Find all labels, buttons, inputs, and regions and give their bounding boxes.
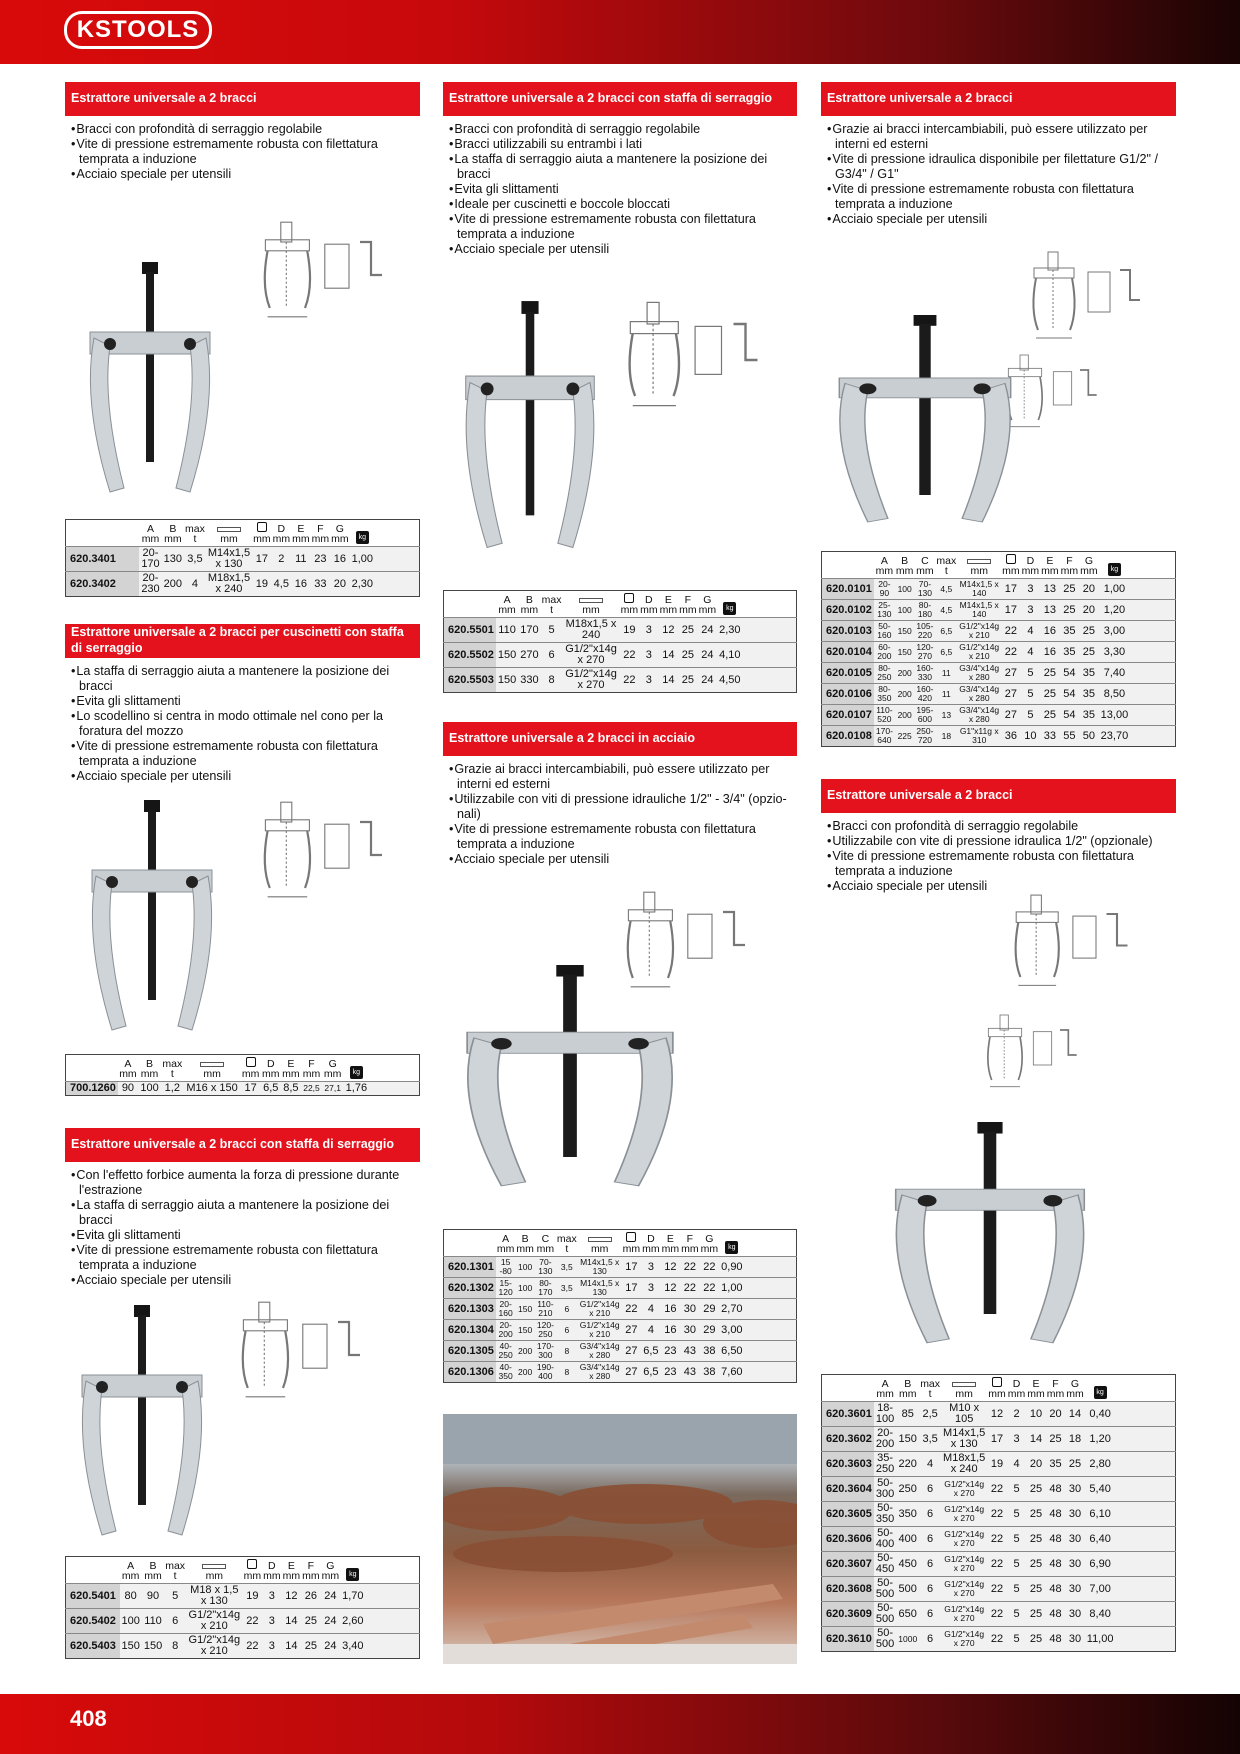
dimension-diagram <box>232 220 422 330</box>
feature-item: • Vite di pressione estremamente robusta con filettatura temprata a induzione <box>449 822 797 852</box>
feature-item: • Bracci utilizzabili su entrambi i lati <box>449 137 797 152</box>
table-row: 620.5403 150 150 8 G1/2"x14g x 210 22 3 14 25 24 3,40 <box>66 1634 420 1659</box>
weight-icon: kg <box>356 531 369 544</box>
feature-item: • La staffa di serraggio aiuta a mantenere la posizione dei bracci <box>71 664 420 694</box>
table-row: 620.0107 110- 520 200 195- 600 13 G3/4"x14g x 280 27 5 25 54 35 13,00 <box>822 705 1176 726</box>
feature-item: • Bracci con profondità di serraggio regolabile <box>827 819 1176 834</box>
dimension-diagram <box>985 893 1165 998</box>
thread-icon <box>202 1564 226 1569</box>
section-title: Estrattore universale a 2 bracci <box>821 82 1176 116</box>
puller-image <box>880 1122 1100 1362</box>
dimension-diagram <box>1005 250 1175 350</box>
table-row: 620.3603 35-250 220 4 M18x1,5 x 240 19 4 20 35 25 2,80 <box>822 1452 1176 1477</box>
table-row: 620.0105 80- 250 200 160- 330 11 G3/4"x14g x 280 27 5 25 54 35 7,40 <box>822 663 1176 684</box>
feature-item: • Acciaio speciale per utensili <box>71 1273 420 1288</box>
table-row: 620.5402 100 110 6 G1/2"x14g x 210 22 3 14 25 24 2,60 <box>66 1609 420 1634</box>
puller-image <box>80 262 220 512</box>
forged-arms-photo <box>443 1414 797 1664</box>
feature-list <box>821 122 1176 227</box>
thread-icon <box>952 1382 976 1387</box>
table-row: 620.0101 20-90 100 70- 130 4,5 M14x1,5 x 140 17 3 13 25 20 1,00 <box>822 579 1176 600</box>
spec-table: A mm B mm max t mm mm D mm E mm F mm G mm kg 620.5401 80 90 5 M18 x 1,5 x 130 19 3 12 26 24 1,70 620.5402 100 110 6 G1/2"x14g x 210 22 3 14 25 24 2,60 620.5403 150 150 8 G1/2"x14g x 210 22 3 14 25 24 3,40 <box>65 1556 420 1659</box>
spec-table: A mm B mm C mm max t mm mm D mm E mm F mm G mm kg 620.1301 15 -80 100 70- 130 3,5 M14x1,5 x 130 17 3 12 22 22 0,90 620.1302 15- 120 100 80- 170 3,5 M14x1,5 x 130 17 3 12 22 22 1,00 620.1303 20- 160 150 110- 210 6 G1/2"x14g x 210 22 4 16 30 29 2,70 620.1304 20- 200 150 120- 250 6 G1/2"x14g x 210 27 4 16 30 29 3,00 620.1305 40- 250 200 170- 300 8 G3/4"x14g x 280 27 6,5 23 43 38 6,50 620.1306 40- 350 200 190- 400 8 G3/4"x14g x 280 27 6,5 23 43 38 7,60 <box>443 1229 797 1383</box>
section-title: Estrattore universale a 2 bracci con staffa di serraggio <box>65 1128 420 1162</box>
section-steel-puller <box>443 722 797 867</box>
table-row: 620.1304 20- 200 150 120- 250 6 G1/2"x14g x 210 27 4 16 30 29 3,00 <box>444 1320 797 1341</box>
feature-item: • Bracci con profondità di serraggio regolabile <box>449 122 797 137</box>
feature-list <box>65 664 420 784</box>
feature-item: • Vite di pressione estremamente robusta con filettatura temprata a induzione <box>449 212 797 242</box>
table-row: 620.3401 20-170 130 3,5 M14x1,5 x 130 17 2 11 23 16 1,00 <box>66 547 420 572</box>
table-row: 620.0102 25- 130 100 80- 180 4,5 M14x1,5 x 140 17 3 13 25 20 1,20 <box>822 600 1176 621</box>
feature-item: • Utilizzabile con vite di pressione idraulica 1/2" (opzionale) <box>827 834 1176 849</box>
table-row: 620.0103 50- 160 150 105- 220 6,5 G1/2"x14g x 210 22 4 16 35 25 3,00 <box>822 621 1176 642</box>
table-row: 620.1306 40- 350 200 190- 400 8 G3/4"x14g x 280 27 6,5 23 43 38 7,60 <box>444 1362 797 1383</box>
section-title: Estrattore universale a 2 bracci in acciaio <box>443 722 797 756</box>
thread-icon <box>967 559 991 564</box>
feature-item: • Vite di pressione estremamente robusta con filettatura temprata a induzione <box>827 849 1176 879</box>
feature-list <box>65 1168 420 1288</box>
feature-item: • Acciaio speciale per utensili <box>827 212 1176 227</box>
feature-item: • Grazie ai bracci intercambiabili, può essere utilizzato per interni ed esterni <box>827 122 1176 152</box>
table-row: 620.0104 60- 200 150 120- 270 6,5 G1/2"x14g x 210 22 4 16 35 25 3,30 <box>822 642 1176 663</box>
spec-table: A mm B mm max t mm mm D mm E mm F mm G mm kg 700.1260 90 100 1,2 M16 x 150 17 6,5 8,5 22,5 27,1 1,76 <box>65 1054 420 1096</box>
wrench-size-icon <box>624 593 634 603</box>
feature-list <box>65 122 420 182</box>
feature-item: • Grazie ai bracci intercambiabili, può essere utilizzato per interni ed esterni <box>449 762 797 792</box>
feature-item: • Acciaio speciale per utensili <box>449 242 797 257</box>
feature-list <box>443 122 797 257</box>
feature-item: • Evita gli slittamenti <box>71 694 420 709</box>
spec-table: A mm B mm max t mm mm D mm E mm F mm G mm kg 620.5501 110 170 5 M18x1,5 x 240 19 3 12 25 24 2,30 620.5502 150 270 6 G1/2"x14g x 270 22 3 14 25 24 4,10 620.5503 150 330 8 G1/2"x14g x 270 22 3 14 25 24 4,50 <box>443 590 797 693</box>
feature-list <box>443 762 797 867</box>
feature-item: • Vite di pressione estremamente robusta con filettatura temprata a induzione <box>71 739 420 769</box>
section-title: Estrattore universale a 2 bracci <box>65 82 420 116</box>
table-row: 620.5503 150 330 8 G1/2"x14g x 270 22 3 14 25 24 4,50 <box>444 668 797 693</box>
table-row: 620.3602 20-200 150 3,5 M14x1,5 x 130 17 3 14 25 18 1,20 <box>822 1427 1176 1452</box>
feature-item: • Ideale per cuscinetti e boccole bloccati <box>449 197 797 212</box>
thread-icon <box>217 527 241 532</box>
feature-item: • Vite di pressione idraulica disponibile per filettature G1/2" / G3/4" / G1" <box>827 152 1176 182</box>
feature-item: • Utilizzabile con viti di pressione idrauliche 1/2" - 3/4" (opzio-nali) <box>449 792 797 822</box>
feature-item: • Evita gli slittamenti <box>71 1228 420 1243</box>
dimension-diagram <box>985 1005 1085 1105</box>
wrench-size-icon <box>992 1377 1002 1387</box>
feature-item: • Vite di pressione estremamente robusta con filettatura temprata a induzione <box>71 1243 420 1273</box>
feature-item: • Acciaio speciale per utensili <box>71 769 420 784</box>
table-row: 620.3610 50-500 1000 6 G1/2"x14g x 270 22 5 25 48 30 11,00 <box>822 1627 1176 1652</box>
feature-item: • Acciaio speciale per utensili <box>449 852 797 867</box>
weight-icon: kg <box>723 602 736 615</box>
weight-icon: kg <box>346 1568 359 1581</box>
section-universal-puller-2-arms-a <box>65 82 420 182</box>
puller-image <box>450 965 690 1205</box>
table-row: 620.5401 80 90 5 M18 x 1,5 x 130 19 3 12 26 24 1,70 <box>66 1584 420 1609</box>
table-row: 620.3608 50-500 500 6 G1/2"x14g x 270 22 5 25 48 30 7,00 <box>822 1577 1176 1602</box>
section-scissor-puller-clamp <box>65 1128 420 1288</box>
thread-icon <box>579 598 603 603</box>
section-puller-clamp-bar <box>443 82 797 257</box>
section-bearing-puller-clamp <box>65 624 420 784</box>
section-title: Estrattore universale a 2 bracci per cuscinetti con staffa di serraggio <box>65 624 420 658</box>
dimension-diagram <box>190 1300 420 1410</box>
feature-item: • Lo scodellino si centra in modo ottimale nel cono per la foratura del mozzo <box>71 709 420 739</box>
puller-image <box>825 315 1025 540</box>
table-row: 620.0108 170- 640 225 250- 720 18 G1"x11g x 310 36 10 33 55 50 23,70 <box>822 726 1176 747</box>
feature-item: • Con l'effetto forbice aumenta la forza di pressione durante l'estrazione <box>71 1168 420 1198</box>
feature-item: • Vite di pressione estremamente robusta con filettatura temprata a induzione <box>71 137 420 167</box>
feature-item: • La staffa di serraggio aiuta a mantenere la posizione dei bracci <box>449 152 797 182</box>
feature-item: • Acciaio speciale per utensili <box>827 879 1176 894</box>
section-universal-puller-2-arms-b <box>821 82 1176 227</box>
thread-icon <box>588 1237 612 1242</box>
feature-list <box>821 819 1176 894</box>
thread-icon <box>200 1062 224 1067</box>
feature-item: • Vite di pressione estremamente robusta con filettatura temprata a induzione <box>827 182 1176 212</box>
table-row: 620.3601 18-100 85 2,5 M10 x 105 12 2 10 20 14 0,40 <box>822 1402 1176 1427</box>
table-row: 620.3607 50-450 450 6 G1/2"x14g x 270 22 5 25 48 30 6,90 <box>822 1552 1176 1577</box>
feature-item: • La staffa di serraggio aiuta a mantenere la posizione dei bracci <box>71 1198 420 1228</box>
table-row: 620.3606 50-400 400 6 G1/2"x14g x 270 22 5 25 48 30 6,40 <box>822 1527 1176 1552</box>
wrench-size-icon <box>1006 554 1016 564</box>
factory-photo <box>443 1414 797 1664</box>
table-row: 620.1302 15- 120 100 80- 170 3,5 M14x1,5 x 130 17 3 12 22 22 1,00 <box>444 1278 797 1299</box>
wrench-size-icon <box>626 1232 636 1242</box>
weight-icon: kg <box>1094 1386 1107 1399</box>
weight-icon: kg <box>725 1241 738 1254</box>
footer-bar <box>0 1694 1240 1754</box>
feature-item: • Acciaio speciale per utensili <box>71 167 420 182</box>
ks-tools-logo: KSTOOLS <box>64 11 212 49</box>
table-row: 620.0106 80- 350 200 160- 420 11 G3/4"x14g x 280 27 5 25 54 35 8,50 <box>822 684 1176 705</box>
feature-item: • Bracci con profondità di serraggio regolabile <box>71 122 420 137</box>
table-row: 620.3604 50-300 250 6 G1/2"x14g x 270 22 5 25 48 30 5,40 <box>822 1477 1176 1502</box>
section-universal-puller-2-arms-c <box>821 779 1176 894</box>
weight-icon: kg <box>1108 563 1121 576</box>
wrench-size-icon <box>246 1057 256 1067</box>
table-row: 620.1301 15 -80 100 70- 130 3,5 M14x1,5 x 130 17 3 12 22 22 0,90 <box>444 1257 797 1278</box>
section-title: Estrattore universale a 2 bracci con staffa di serraggio <box>443 82 797 116</box>
section-title: Estrattore universale a 2 bracci <box>821 779 1176 813</box>
table-row: 620.5501 110 170 5 M18x1,5 x 240 19 3 12 25 24 2,30 <box>444 618 797 643</box>
table-row: 620.3402 20-230 200 4 M18x1,5 x 240 19 4,5 16 33 20 2,30 <box>66 572 420 597</box>
wrench-size-icon <box>257 522 267 532</box>
spec-table: A mm B mm max t mm mm D mm E mm F mm G mm kg 620.3401 20-170 130 3,5 M14x1,5 x 130 17 2 11 23 16 1,00 620.3402 20-230 200 4 M18x1,5 x 240 19 4,5 16 33 20 2,30 <box>65 519 420 597</box>
table-row: 620.1303 20- 160 150 110- 210 6 G1/2"x14g x 210 22 4 16 30 29 2,70 <box>444 1299 797 1320</box>
dimension-diagram <box>600 300 795 420</box>
page-number: 408 <box>70 1706 107 1731</box>
puller-image <box>82 800 222 1050</box>
table-row: 700.1260 90 100 1,2 M16 x 150 17 6,5 8,5 22,5 27,1 1,76 <box>66 1082 420 1096</box>
table-row: 620.5502 150 270 6 G1/2"x14g x 270 22 3 14 25 24 4,10 <box>444 643 797 668</box>
wrench-size-icon <box>247 1559 257 1569</box>
puller-image <box>455 300 605 570</box>
spec-table: A mm B mm C mm max t mm mm D mm E mm F mm G mm kg 620.0101 20-90 100 70- 130 4,5 M14x1,5 x 140 17 3 13 25 20 1,00 620.0102 25- 130 100 80- 180 4,5 M14x1,5 x 140 17 3 13 25 20 1,20 620.0103 50- 160 150 105- 220 6,5 G1/2"x14g x 210 22 4 16 35 25 3,00 620.0104 60- 200 150 120- 270 6,5 G1/2"x14g x 210 22 4 16 35 25 3,30 620.0105 80- 250 200 160- 330 11 G3/4"x14g x 280 27 5 25 54 35 7,40 620.0106 80- 350 200 160- 420 11 G3/4"x14g x 280 27 5 25 54 35 8,50 620.0107 110- 520 200 195- 600 13 G3/4"x14g x 280 27 5 25 54 35 13,00 620.0108 170- 640 225 250- 720 18 G1"x11g x 310 36 10 33 55 50 23,70 <box>821 551 1176 747</box>
table-row: 620.3609 50-500 650 6 G1/2"x14g x 270 22 5 25 48 30 8,40 <box>822 1602 1176 1627</box>
table-row: 620.3605 50-350 350 6 G1/2"x14g x 270 22 5 25 48 30 6,10 <box>822 1502 1176 1527</box>
feature-item: • Evita gli slittamenti <box>449 182 797 197</box>
spec-table: A mm B mm max t mm mm D mm E mm F mm G mm kg 620.3601 18-100 85 2,5 M10 x 105 12 2 10 20 14 0,40 620.3602 20-200 150 3,5 M14x1,5 x 130 17 3 14 25 18 1,20 620.3603 35-250 220 4 M18x1,5 x 240 19 4 20 35 25 2,80 620.3604 50-300 250 6 G1/2"x14g x 270 22 5 25 48 30 5,40 620.3605 50-350 350 6 G1/2"x14g x 270 22 5 25 48 30 6,10 620.3606 50-400 400 6 G1/2"x14g x 270 22 5 25 48 30 6,40 620.3607 50-450 450 6 G1/2"x14g x 270 22 5 25 48 30 6,90 620.3608 50-500 500 6 G1/2"x14g x 270 22 5 25 48 30 7,00 620.3609 50-500 650 6 G1/2"x14g x 270 22 5 25 48 30 8,40 620.3610 50-500 1000 6 G1/2"x14g x 270 22 5 25 48 30 11,00 <box>821 1374 1176 1652</box>
dimension-diagram <box>232 800 422 910</box>
weight-icon: kg <box>350 1066 363 1079</box>
table-row: 620.1305 40- 250 200 170- 300 8 G3/4"x14g x 280 27 6,5 23 43 38 6,50 <box>444 1341 797 1362</box>
